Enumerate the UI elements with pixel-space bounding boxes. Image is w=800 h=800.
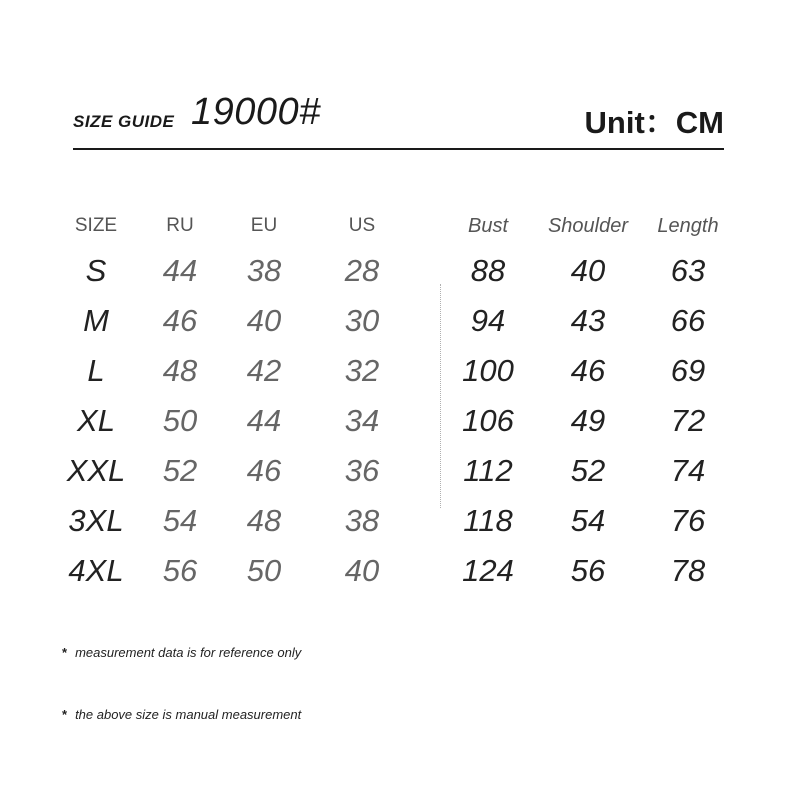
cell-shoulder: 43: [570, 303, 606, 338]
cell-bust: 88: [470, 253, 506, 288]
cell-ru: 52: [162, 453, 198, 488]
size-guide-header: [73, 88, 724, 138]
cell-eu: 42: [246, 353, 282, 388]
note-star: *: [62, 645, 68, 660]
column-header-us: US: [348, 215, 376, 236]
cell-bust: 124: [462, 553, 514, 588]
cell-eu: 38: [246, 253, 282, 288]
cell-bust: 94: [470, 303, 506, 338]
cell-ru: 44: [162, 253, 198, 288]
cell-ru: 54: [162, 503, 198, 538]
cell-ru: 56: [162, 553, 198, 588]
note-star: *: [62, 707, 68, 722]
cell-us: 32: [344, 353, 380, 388]
cell-shoulder: 46: [570, 353, 606, 388]
size-guide-label: SIZE GUIDE: [73, 112, 175, 131]
cell-shoulder: 52: [570, 453, 606, 488]
cell-shoulder: 54: [570, 503, 606, 538]
cell-eu: 44: [246, 403, 282, 438]
cell-us: 28: [344, 253, 380, 288]
cell-us: 30: [344, 303, 380, 338]
cell-size: 3XL: [68, 503, 124, 538]
column-header-bust: Bust: [467, 215, 509, 237]
cell-length: 78: [670, 553, 706, 588]
cell-size: 4XL: [68, 553, 124, 588]
cell-ru: 46: [162, 303, 198, 338]
column-header-eu: EU: [250, 215, 278, 236]
cell-size: L: [87, 353, 105, 388]
cell-size: XXL: [66, 453, 126, 488]
cell-eu: 50: [246, 553, 282, 588]
cell-ru: 48: [162, 353, 198, 388]
cell-bust: 118: [463, 503, 513, 538]
cell-bust: 112: [463, 453, 513, 488]
cell-length: 76: [670, 503, 706, 538]
cell-length: 74: [670, 453, 706, 488]
cell-us: 34: [344, 403, 380, 438]
column-header-size: SIZE: [74, 215, 118, 236]
note-reference: [62, 645, 301, 660]
cell-size: XL: [77, 403, 115, 438]
cell-ru: 50: [162, 403, 198, 438]
header-divider: [73, 148, 724, 150]
cell-us: 40: [344, 553, 380, 588]
cell-us: 38: [344, 503, 380, 538]
cell-length: 63: [670, 253, 706, 288]
cell-eu: 46: [246, 453, 282, 488]
cell-shoulder: 56: [570, 553, 606, 588]
cell-shoulder: 40: [570, 253, 606, 288]
cell-us: 36: [344, 453, 380, 488]
cell-eu: 48: [246, 503, 282, 538]
unit-label: Unit：CM: [584, 105, 724, 140]
cell-eu: 40: [246, 303, 282, 338]
note-text: the above size is manual measurement: [75, 707, 302, 722]
cell-length: 69: [670, 353, 706, 388]
model-number: 19000#: [191, 91, 321, 133]
cell-bust: 100: [462, 353, 514, 388]
cell-shoulder: 49: [570, 403, 606, 438]
note-text: measurement data is for reference only: [75, 645, 302, 660]
cell-size: M: [83, 303, 109, 338]
column-header-ru: RU: [166, 215, 194, 236]
cell-bust: 106: [462, 403, 514, 438]
note-manual: [62, 707, 301, 722]
cell-length: 66: [670, 303, 706, 338]
cell-size: S: [85, 253, 107, 288]
column-header-length: Length: [657, 215, 719, 237]
cell-length: 72: [670, 403, 706, 438]
column-separator: [440, 284, 441, 508]
column-header-shoulder: Shoulder: [547, 215, 629, 237]
